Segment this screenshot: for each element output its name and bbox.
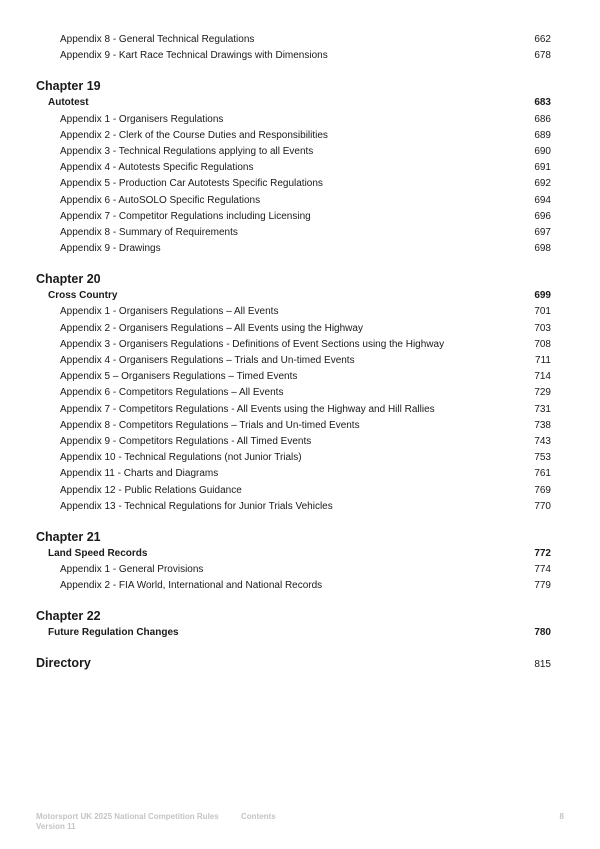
toc-page-number: 772 — [534, 547, 551, 559]
toc-appendix-entry[interactable] — [36, 241, 551, 257]
toc-page-number: 761 — [534, 468, 551, 480]
toc-page-number: 779 — [534, 580, 551, 592]
toc-page-number: 686 — [534, 113, 551, 125]
chapter-block-20 — [36, 270, 551, 515]
toc-entry-label: Appendix 12 - Public Relations Guidance — [60, 484, 242, 496]
toc-appendix-entry[interactable] — [36, 353, 551, 369]
toc-appendix-entry[interactable] — [36, 193, 551, 209]
page-footer — [36, 812, 564, 832]
toc-page-number: 770 — [534, 500, 551, 512]
toc-appendix-entry[interactable] — [36, 483, 551, 499]
toc-page-number: 815 — [534, 658, 551, 670]
toc-entry-label: Appendix 5 – Organisers Regulations – Timed Events — [60, 371, 298, 383]
footer-page-number: 8 — [559, 812, 564, 821]
toc-section-entry[interactable] — [36, 625, 551, 641]
toc-page-number: 769 — [534, 484, 551, 496]
toc-appendix-entry[interactable] — [36, 402, 551, 418]
toc-page-number: 699 — [534, 290, 551, 302]
toc-section-label: Future Regulation Changes — [48, 627, 179, 639]
chapter-block-22 — [36, 607, 551, 641]
toc-section-entry[interactable] — [36, 95, 551, 111]
toc-appendix-entry[interactable] — [36, 48, 551, 64]
toc-entry-label: Appendix 1 - Organisers Regulations — [60, 113, 224, 125]
toc-entry-label: Appendix 9 - Competitors Regulations - All Timed Events — [60, 435, 312, 447]
toc-appendix-entry[interactable] — [36, 385, 551, 401]
toc-entry-label: Appendix 9 - Drawings — [60, 243, 161, 255]
toc-appendix-entry[interactable] — [36, 225, 551, 241]
toc-section-entry[interactable] — [36, 288, 551, 304]
toc-appendix-entry[interactable] — [36, 337, 551, 353]
toc-section-label: Autotest — [48, 97, 89, 109]
toc-entry-label: Appendix 7 - Competitor Regulations including Licensing — [60, 210, 311, 222]
toc-page-number: 692 — [534, 178, 551, 190]
toc-page-number: 738 — [534, 419, 551, 431]
toc-appendix-entry[interactable] — [36, 176, 551, 192]
toc-entry-label: Appendix 1 - General Provisions — [60, 564, 204, 576]
footer-document-title: Motorsport UK 2025 National Competition Rules — [36, 812, 219, 821]
toc-appendix-entry[interactable] — [36, 32, 551, 48]
toc-entry-label: Appendix 2 - Clerk of the Course Duties and Responsibilities — [60, 129, 328, 141]
chapter-heading: Chapter 22 — [36, 609, 101, 624]
toc-appendix-entry[interactable] — [36, 128, 551, 144]
chapter-block-21 — [36, 528, 551, 595]
directory-label: Directory — [36, 655, 91, 670]
toc-page-number: 691 — [534, 162, 551, 174]
toc-entry-label: Appendix 1 - Organisers Regulations – All Events — [60, 306, 279, 318]
toc-directory-entry[interactable] — [36, 654, 551, 672]
toc-entry-label: Appendix 9 - Kart Race Technical Drawings with Dimensions — [60, 50, 328, 62]
toc-appendix-entry[interactable] — [36, 499, 551, 515]
toc-entry-label: Appendix 8 - General Technical Regulations — [60, 34, 255, 45]
toc-entry-label: Appendix 6 - Competitors Regulations – All Events — [60, 387, 284, 399]
toc-page-number: 714 — [534, 371, 551, 383]
toc-entry-label: Appendix 8 - Summary of Requirements — [60, 226, 238, 238]
toc-appendix-entry[interactable] — [36, 209, 551, 225]
footer-version: Version 11 — [36, 822, 76, 831]
toc-page-number: 731 — [534, 403, 551, 415]
toc-page-number: 743 — [534, 435, 551, 447]
toc-page-number: 753 — [534, 452, 551, 464]
toc-page-number: 708 — [534, 338, 551, 350]
toc-entry-label: Appendix 4 - Autotests Specific Regulations — [60, 162, 254, 174]
toc-appendix-entry[interactable] — [36, 304, 551, 320]
toc-appendix-entry[interactable] — [36, 112, 551, 128]
chapter-heading: Chapter 19 — [36, 79, 101, 94]
toc-top-entries — [36, 32, 551, 64]
table-of-contents — [36, 32, 551, 672]
toc-appendix-entry[interactable] — [36, 160, 551, 176]
toc-entry-label: Appendix 3 - Organisers Regulations - Definitions of Event Sections using the Highway — [60, 338, 445, 350]
toc-page-number: 696 — [534, 210, 551, 222]
toc-page-number: 780 — [534, 627, 551, 639]
toc-page-number: 701 — [534, 306, 551, 318]
chapter-block-19 — [36, 77, 551, 257]
footer-section-name: Contents — [241, 812, 276, 821]
toc-appendix-entry[interactable] — [36, 418, 551, 434]
toc-entry-label: Appendix 2 - FIA World, International and National Records — [60, 580, 323, 592]
toc-page-number: 729 — [534, 387, 551, 399]
toc-page-number: 662 — [534, 34, 551, 45]
toc-entry-label: Appendix 8 - Competitors Regulations – Trials and Un-timed Events — [60, 419, 360, 431]
toc-page-number: 774 — [534, 564, 551, 576]
chapter-heading: Chapter 20 — [36, 272, 101, 287]
toc-entry-label: Appendix 7 - Competitors Regulations - All Events using the Highway and Hill Rallies — [60, 403, 435, 415]
toc-entry-label: Appendix 2 - Organisers Regulations – All Events using the Highway — [60, 322, 363, 334]
toc-appendix-entry[interactable] — [36, 466, 551, 482]
toc-section-label: Land Speed Records — [48, 547, 148, 559]
toc-entry-label: Appendix 5 - Production Car Autotests Specific Regulations — [60, 178, 323, 190]
toc-appendix-entry[interactable] — [36, 369, 551, 385]
toc-section-label: Cross Country — [48, 290, 118, 302]
toc-entry-label: Appendix 10 - Technical Regulations (not Junior Trials) — [60, 452, 302, 464]
toc-page-number: 689 — [534, 129, 551, 141]
toc-page-number: 697 — [534, 226, 551, 238]
toc-appendix-entry[interactable] — [36, 578, 551, 594]
toc-page-number: 690 — [534, 145, 551, 157]
toc-entry-label: Appendix 11 - Charts and Diagrams — [60, 468, 219, 480]
toc-appendix-entry[interactable] — [36, 562, 551, 578]
toc-page-number: 698 — [534, 243, 551, 255]
toc-entry-label: Appendix 3 - Technical Regulations applying to all Events — [60, 145, 314, 157]
toc-appendix-entry[interactable] — [36, 321, 551, 337]
toc-page-number: 683 — [534, 97, 551, 109]
toc-entry-label: Appendix 13 - Technical Regulations for Junior Trials Vehicles — [60, 500, 333, 512]
toc-entry-label: Appendix 4 - Organisers Regulations – Trials and Un-timed Events — [60, 355, 355, 366]
toc-page-number: 711 — [535, 355, 551, 366]
toc-page-number: 694 — [534, 194, 551, 206]
toc-entry-label: Appendix 6 - AutoSOLO Specific Regulations — [60, 194, 261, 206]
toc-appendix-entry[interactable] — [36, 450, 551, 466]
toc-page-number: 703 — [534, 322, 551, 334]
toc-appendix-entry[interactable] — [36, 434, 551, 450]
toc-section-entry[interactable] — [36, 546, 551, 562]
toc-appendix-entry[interactable] — [36, 144, 551, 160]
toc-page-number: 678 — [534, 50, 551, 62]
chapter-heading: Chapter 21 — [36, 529, 101, 544]
